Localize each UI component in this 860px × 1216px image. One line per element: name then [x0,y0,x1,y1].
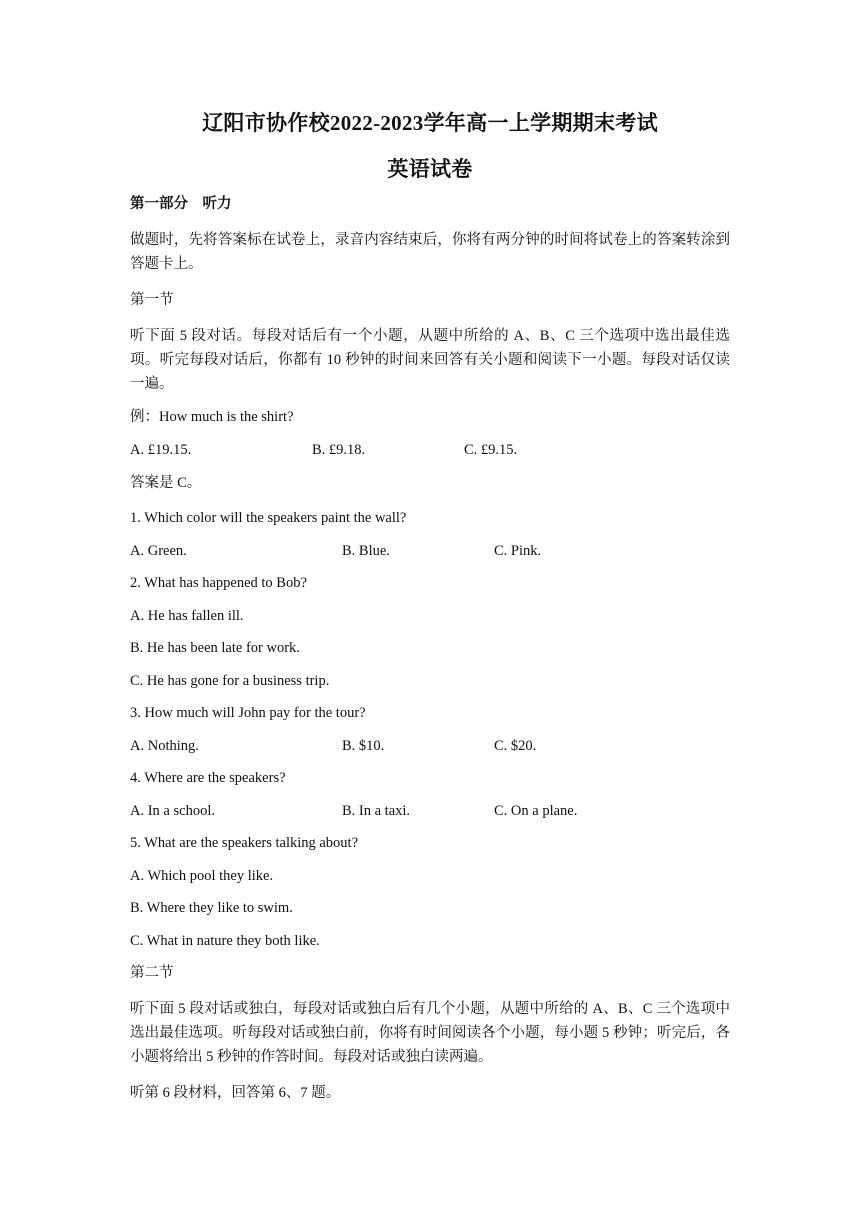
question-5-option-b: B. Where they like to swim. [130,900,293,916]
question-5-option-a: A. Which pool they like. [130,868,274,884]
option-a: A. £19.15. [130,442,192,458]
example-answer: 答案是 C。 [130,475,202,491]
question-2-option-b: B. He has been late for work. [130,640,300,656]
option-b: B. In a taxi. [342,803,411,819]
part1-heading: 第一部分 听力 [130,196,232,212]
option-a: A. Green. [130,543,187,559]
question-1: 1. Which color will the speakers paint the wall? [130,510,407,526]
exam-title: 辽阳市协作校2022-2023学年高一上学期期末考试 [202,111,658,135]
option-a: A. In a school. [130,803,215,819]
exam-subtitle: 英语试卷 [387,157,473,181]
option-c: C. £9.15. [464,442,518,458]
question-3: 3. How much will John pay for the tour? [130,705,366,721]
option-b: B. $10. [342,738,385,754]
option-b: B. Blue. [342,543,390,559]
question-2-option-c: C. He has gone for a business trip. [130,673,330,689]
section2-instructions: 听下面 5 段对话或独白，每段对话或独白后有几个小题，从题中所给的 A、B、C 三个选项中选出最佳选项。听每段对话或独白前，你将有时间阅读各个小题，每小题 5 秒钟；听完后，各小题将给出 5 秒钟的作答时间。每段对话或独白读两遍。 [130,1001,730,1065]
section1-heading: 第一节 [130,292,174,308]
option-a: A. Nothing. [130,738,199,754]
option-b: B. £9.18. [312,442,366,458]
part1-intro: 做题时，先将答案标在试卷上，录音内容结束后，你将有两分钟的时间将试卷上的答案转涂到答题卡上。 [130,232,730,272]
material-6-instruction: 听第 6 段材料，回答第 6、7 题。 [130,1085,341,1101]
question-5-option-c: C. What in nature they both like. [130,933,320,949]
option-c: C. $20. [494,738,537,754]
option-c: C. On a plane. [494,803,578,819]
question-2-option-a: A. He has fallen ill. [130,608,244,624]
example-question: 例：How much is the shirt? [130,409,294,425]
question-4: 4. Where are the speakers? [130,770,286,786]
section2-heading: 第二节 [130,965,174,981]
option-c: C. Pink. [494,543,542,559]
question-5: 5. What are the speakers talking about? [130,835,359,851]
section1-instructions: 听下面 5 段对话。每段对话后有一个小题，从题中所给的 A、B、C 三个选项中选出最佳选项。听完每段对话后，你都有 10 秒钟的时间来回答有关小题和阅读下一小题。每段对话仅读一遍。 [130,328,730,392]
question-2: 2. What has happened to Bob? [130,575,307,591]
